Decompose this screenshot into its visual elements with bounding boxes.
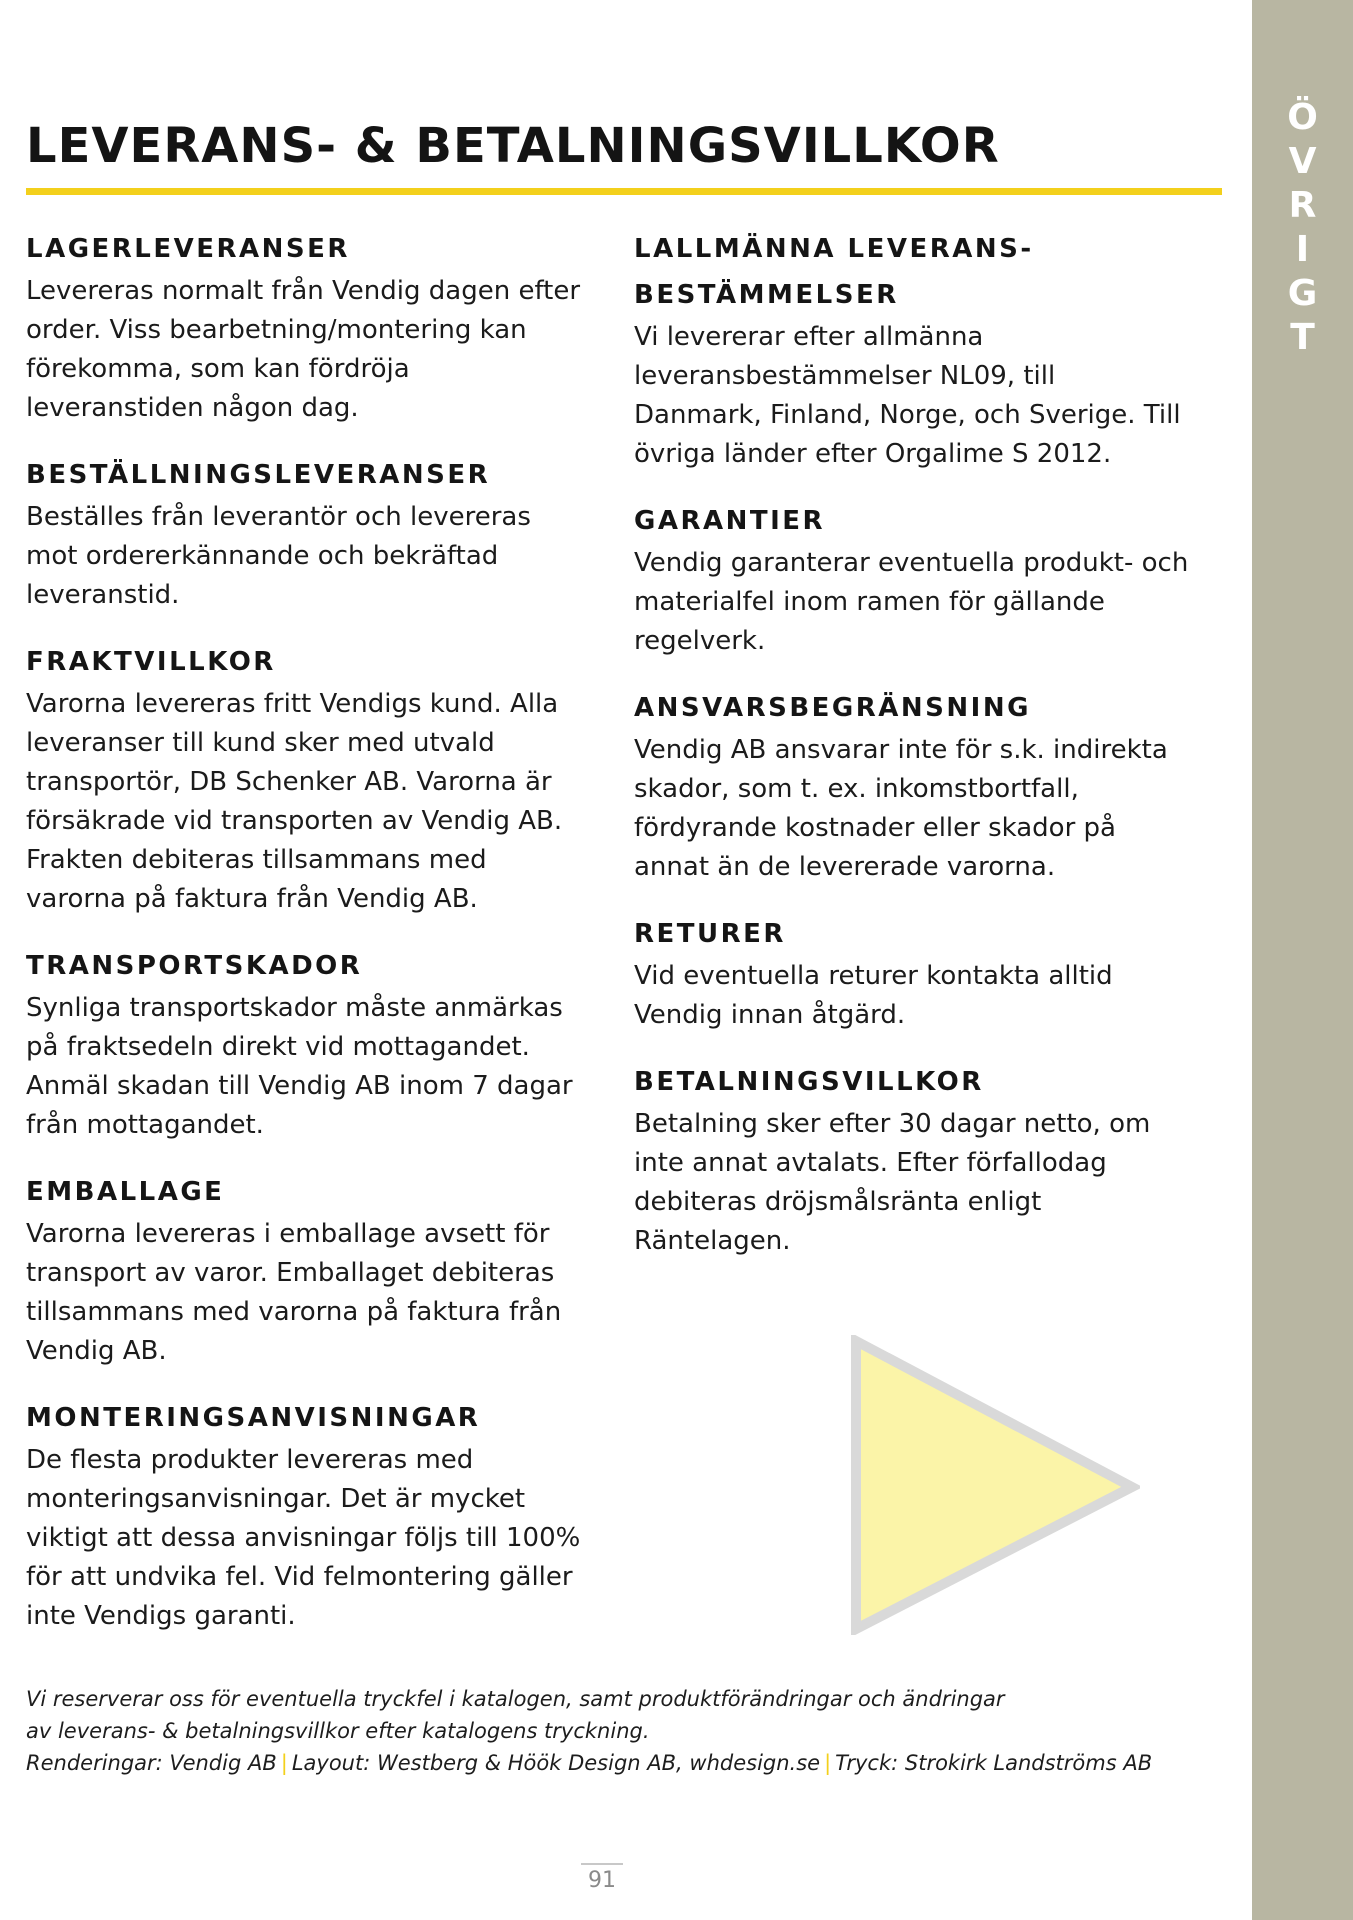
- page-number-rule: [581, 1863, 623, 1865]
- section-body: Betalning sker efter 30 dagar netto, om inte annat avtalats. Efter förfallodag debiteras dröjsmålsränta enligt Räntelagen.: [634, 1109, 1151, 1256]
- side-tab-letter: V: [1288, 141, 1317, 182]
- footer-disclaimer: [26, 1683, 1226, 1779]
- section-monteringsanvisningar: [26, 1395, 581, 1636]
- section-body: Varorna levereras fritt Vendigs kund. Alla leveranser till kund sker med utvald transportör, DB Schenker AB. Varorna är försäkrade vid transporten av Vendig AB.: [26, 689, 563, 836]
- side-tab-label: [1252, 96, 1353, 360]
- section-heading: BETALNINGSVILLKOR: [634, 1067, 984, 1097]
- title-underline: [26, 188, 1222, 195]
- section-body: Vi levererar efter allmänna leveransbestämmelser NL09, till Danmark, Finland, Norge, och Sverige. Till övriga länder efter Orgalime S 2012.: [634, 322, 1181, 469]
- section-body: Varorna levereras i emballage avsett för transport av varor. Emballaget debiteras tillsammans med varorna på faktura från Vendig AB.: [26, 1219, 562, 1366]
- section-returer: [634, 911, 1189, 1035]
- side-tab-letter: I: [1295, 229, 1310, 270]
- left-column: [26, 226, 581, 1660]
- section-body: Vid eventuella returer kontakta alltid Vendig innan åtgärd.: [634, 961, 1113, 1030]
- section-heading: ANSVARSBEGRÄNSNING: [634, 693, 1031, 723]
- section-heading: TRANSPORTSKADOR: [26, 951, 363, 981]
- credit-renderings: Renderingar: Vendig AB: [26, 1751, 277, 1775]
- side-tab-letter: R: [1288, 185, 1317, 226]
- section-body: Beställes från leverantör och levereras mot ordererkännande och bekräftad leveranstid.: [26, 502, 531, 610]
- play-arrow-icon: [850, 1335, 1140, 1635]
- section-emballage: [26, 1169, 581, 1371]
- arrow-triangle: [856, 1341, 1132, 1629]
- section-body-continued: Frakten debiteras tillsammans med varorna på faktura från Vendig AB.: [26, 845, 487, 914]
- footer-line-1: Vi reserverar oss för eventuella tryckfel i katalogen, samt produktförändringar och ändringar: [26, 1687, 1005, 1711]
- section-body: Vendig AB ansvarar inte för s.k. indirekta skador, som t. ex. inkomstbortfall, fördyrande kostnader eller skador på annat än de levererade varorna.: [634, 735, 1168, 882]
- credit-print: Tryck: Strokirk Landströms AB: [835, 1751, 1153, 1775]
- section-bestallningsleveranser: [26, 452, 581, 615]
- section-body: Levereras normalt från Vendig dagen efter order. Viss bearbetning/montering kan förekomma, som kan fördröja leveranstiden någon dag.: [26, 276, 581, 423]
- side-tab-letter: Ö: [1287, 97, 1318, 138]
- side-tab-letter: G: [1287, 273, 1318, 314]
- footer-line-2: av leverans- & betalningsvillkor efter katalogens tryckning.: [26, 1719, 650, 1743]
- section-transportskador: [26, 943, 581, 1145]
- credit-separator: |: [280, 1751, 288, 1775]
- section-heading: GARANTIER: [634, 506, 826, 536]
- page-title: LEVERANS- & BETALNINGSVILLKOR: [26, 118, 1000, 174]
- section-garantier: [634, 498, 1189, 661]
- section-fraktvillkor: [26, 639, 581, 919]
- credit-layout: Layout: Westberg & Höök Design AB, whdesign.se: [291, 1751, 821, 1775]
- side-tab-band: [1252, 0, 1353, 1920]
- section-heading: FRAKTVILLKOR: [26, 647, 276, 677]
- section-body: Synliga transportskador måste anmärkas på fraktsedeln direkt vid mottagandet. Anmäl skadan till Vendig AB inom 7 dagar från mottagandet.: [26, 993, 573, 1140]
- section-heading: LAGERLEVERANSER: [26, 234, 350, 264]
- credit-separator: |: [824, 1751, 832, 1775]
- section-heading: MONTERINGSANVISNINGAR: [26, 1403, 481, 1433]
- section-heading: EMBALLAGE: [26, 1177, 225, 1207]
- section-body: De flesta produkter levereras med monteringsanvisningar. Det är mycket viktigt att dessa anvisningar följs till 100% för att undvika fel. Vid felmontering gäller inte Vendigs garanti.: [26, 1445, 581, 1631]
- side-tab-letter: T: [1290, 317, 1315, 358]
- section-allmanna-leveransbestammelser: [634, 226, 1189, 474]
- section-ansvarsbegransning: [634, 685, 1189, 887]
- right-column: [634, 226, 1189, 1285]
- section-body: Vendig garanterar eventuella produkt- och materialfel inom ramen för gällande regelverk.: [634, 548, 1189, 656]
- section-heading: BESTÄLLNINGSLEVERANSER: [26, 460, 491, 490]
- section-lagerleveranser: [26, 226, 581, 428]
- footer-credits: [26, 1747, 1226, 1779]
- section-heading: RETURER: [634, 919, 786, 949]
- section-betalningsvillkor: [634, 1059, 1189, 1261]
- section-heading: LALLMÄNNA LEVERANS-BESTÄMMELSER: [634, 234, 1034, 310]
- page-number: 91: [588, 1868, 616, 1893]
